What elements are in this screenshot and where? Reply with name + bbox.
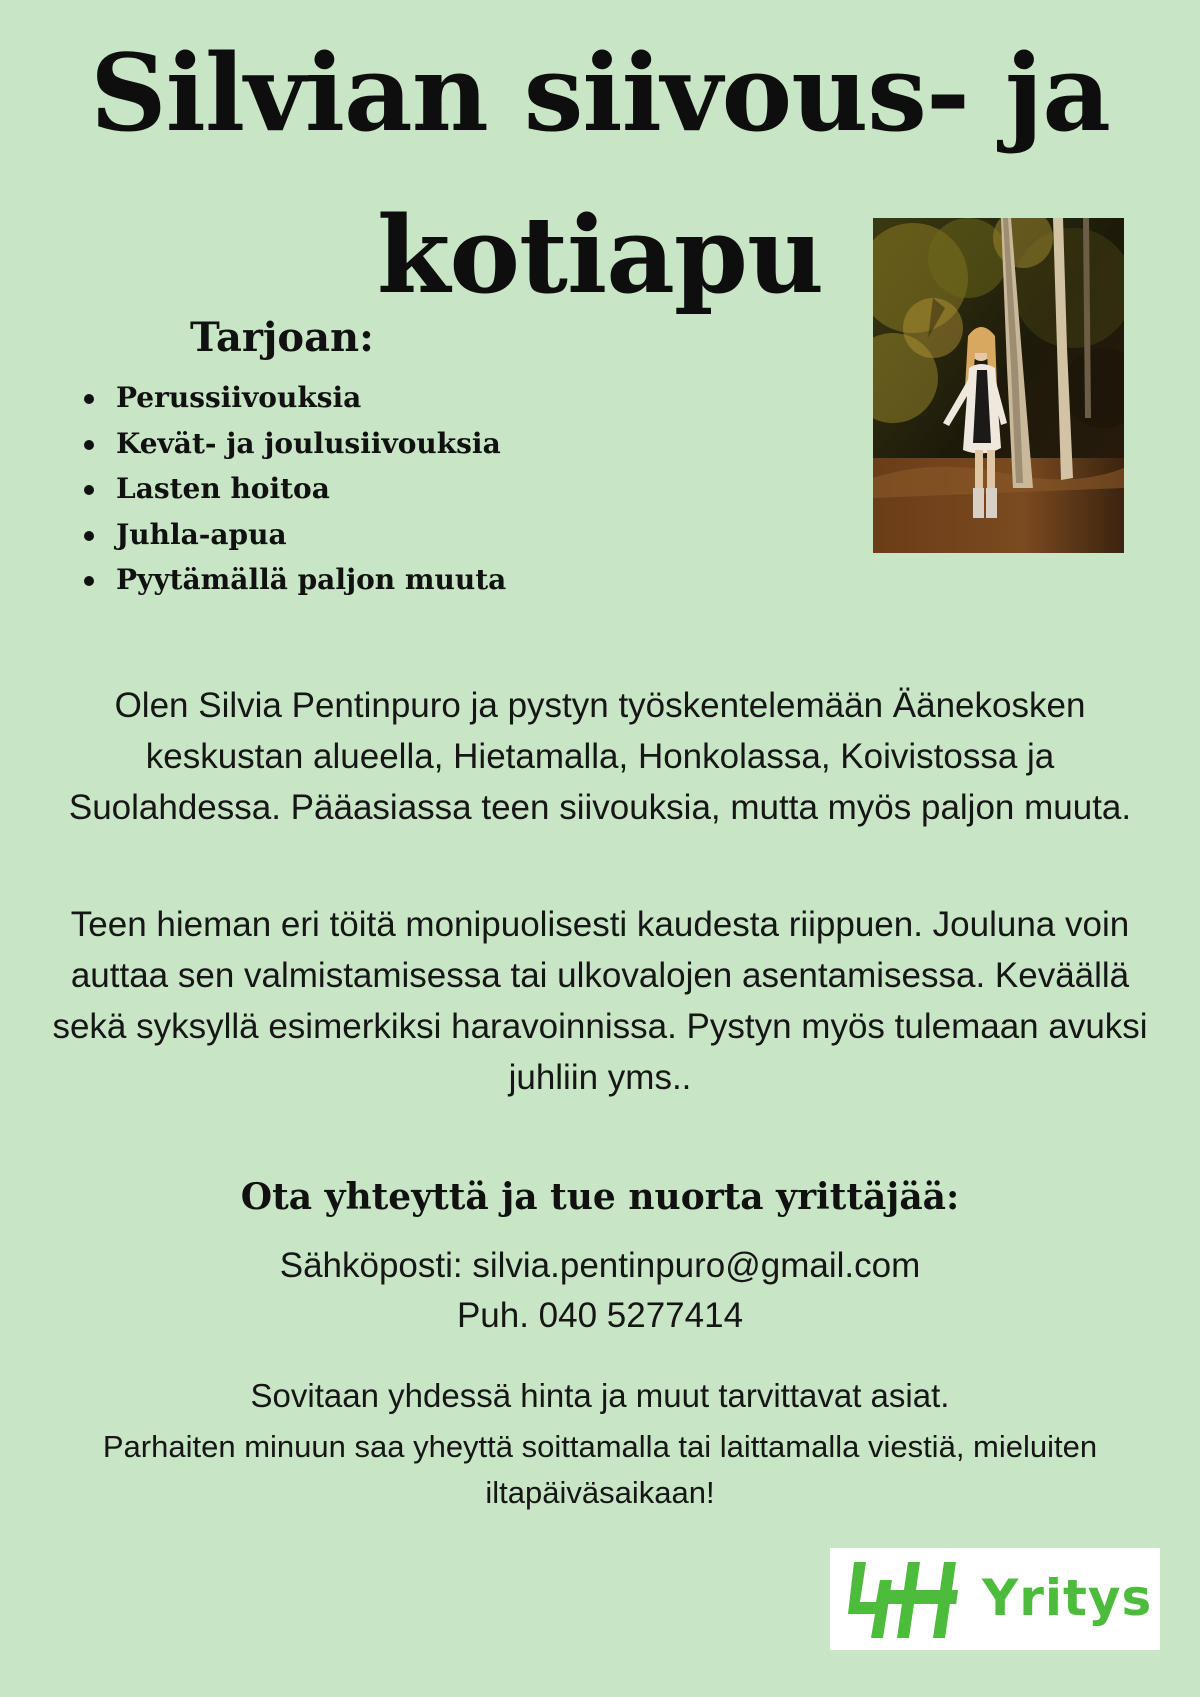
pricing-note: Sovitaan yhdessä hinta ja muut tarvittavat asiat.	[250, 1377, 950, 1414]
offer-item-basic-cleaning: Perussiivouksia	[80, 375, 506, 421]
intro-paragraph-1: Olen Silvia Pentinpuro ja pystyn työskentelemään Äänekosken keskustan alueella, Hietamalla, Honkolassa, Koivistossa ja Suolahdessa. Pääasiassa teen siivouksia, mutta myös paljon muuta.	[68, 686, 1132, 827]
offer-list	[80, 375, 506, 603]
offer-item-childcare: Lasten hoitoa	[80, 466, 506, 512]
intro-paragraph-2: Teen hieman eri töitä monipuolisesti kaudesta riippuen. Jouluna voin auttaa sen valmistamisessa tai ulkovalojen asentamisessa. Keväällä sekä syksyllä esimerkiksi haravoinnissa. Pystyn myös tulemaan avuksi juhliin yms..	[52, 905, 1148, 1097]
4h-logo-icon	[830, 1548, 980, 1650]
offer-item-seasonal-cleaning: Kevät- ja joulusiivouksia	[80, 421, 506, 467]
contact-heading: Ota yhteyttä ja tue nuorta yrittäjää:	[240, 1176, 960, 1218]
contact-preference-note: Parhaiten minuun saa yheyttä soittamalla tai laittamalla viestiä, mieluiten iltapäiväsaikaan!	[102, 1429, 1098, 1510]
logo-wordmark: Yritys	[982, 1569, 1153, 1627]
contact-email[interactable]: Sähköposti: silvia.pentinpuro@gmail.com	[279, 1246, 921, 1285]
offer-item-more-on-request: Pyytämällä paljon muuta	[80, 557, 506, 603]
offer-item-party-help: Juhla-apua	[80, 512, 506, 558]
page-title-line-1: Silvian siivous- ja	[90, 30, 1110, 155]
photo-of-girl-in-forest-icon	[873, 218, 1124, 553]
4h-yritys-logo	[830, 1548, 1160, 1650]
portrait-photo	[873, 218, 1124, 553]
offer-heading: Tarjoan:	[190, 314, 374, 361]
contact-phone[interactable]: Puh. 040 5277414	[456, 1296, 744, 1335]
page-title-line-2: kotiapu	[376, 192, 824, 317]
